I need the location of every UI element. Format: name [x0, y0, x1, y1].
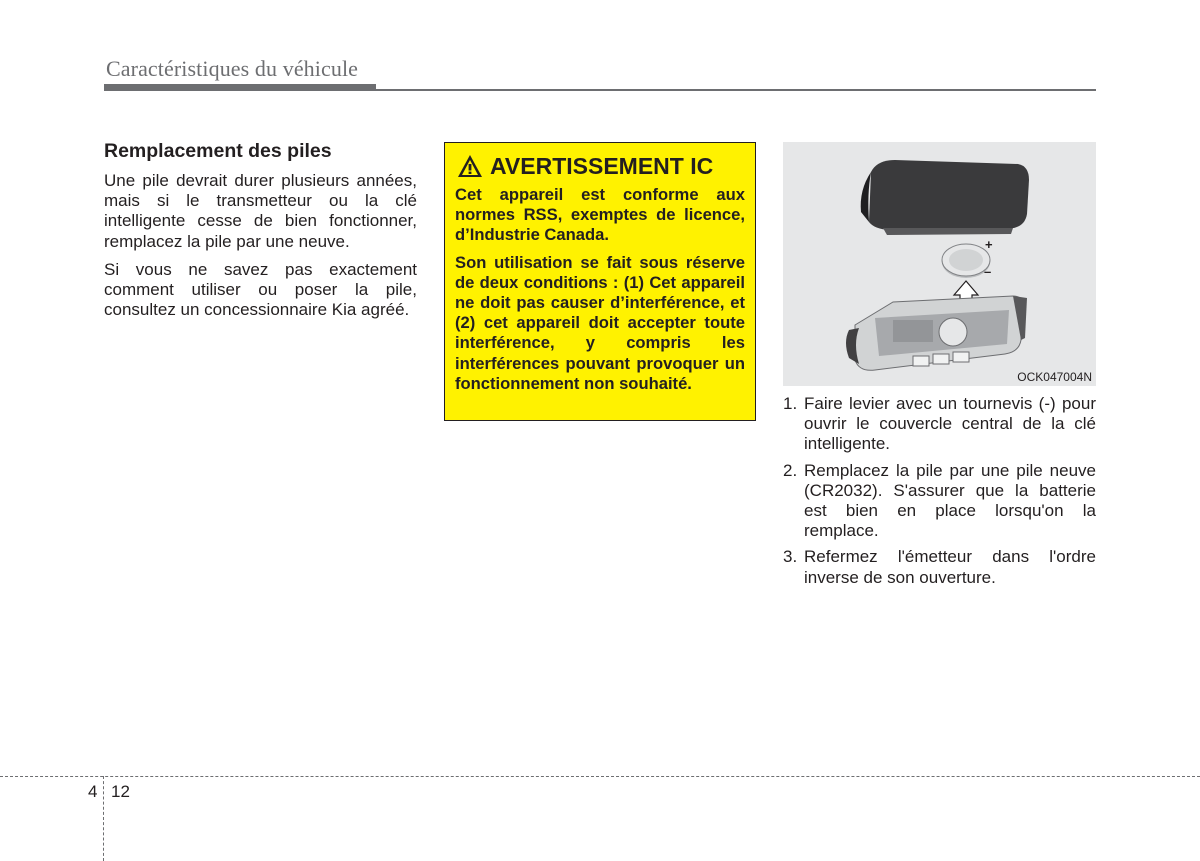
battery-plus-label: +	[985, 237, 993, 252]
footer-vertical-rule	[103, 776, 104, 861]
page-number: 12	[111, 782, 130, 801]
chapter-number: 4	[88, 782, 98, 801]
warning-title-text: AVERTISSEMENT IC	[490, 153, 714, 179]
warning-title	[457, 153, 745, 179]
step-number: 1.	[783, 394, 798, 413]
list-item	[783, 461, 1096, 542]
right-column	[783, 394, 1096, 594]
warning-paragraph: Cet appareil est conforme aux normes RSS, exemptes de licence, d’Industrie Canada.	[455, 185, 745, 245]
warning-paragraph: Son utilisation se fait sous réserve de deux conditions : (1) Cet appareil ne doit pas causer d’interférence, et (2) cet appareil doit accepter toute interférence, y compris les interférences pouvant provoquer un fonctionnement non souhaité.	[455, 252, 745, 393]
smart-key-drawing	[783, 142, 1096, 386]
header-rule-thick	[104, 84, 376, 91]
step-text: Refermez l'émetteur dans l'ordre inverse de son ouverture.	[804, 547, 1096, 587]
paragraph: Une pile devrait durer plusieurs années, mais si le transmetteur ou la clé intelligente cesse de bien fonctionner, remplacez la pile par une neuve.	[104, 171, 417, 251]
warning-box	[444, 142, 756, 421]
warning-triangle-icon	[457, 154, 483, 178]
paragraph: Si vous ne savez pas exactement comment utiliser ou poser la pile, consultez un concessionnaire Kia agréé.	[104, 259, 417, 320]
smart-key-battery-illustration	[783, 142, 1096, 386]
list-item	[783, 394, 1096, 455]
step-text: Faire levier avec un tournevis (-) pour ouvrir le couvercle central de la clé intelligente.	[804, 394, 1096, 454]
header-rule-thin	[376, 89, 1096, 91]
footer-rule	[0, 776, 1200, 777]
battery-minus-label: –	[984, 264, 992, 279]
steps-list	[783, 394, 1096, 588]
step-number: 3.	[783, 547, 798, 567]
page-header-title: Caractéristiques du véhicule	[106, 56, 359, 81]
step-text: Remplacez la pile par une pile neuve (CR2032). S'assurer que la batterie est bien en place lorsqu'on la remplace.	[804, 460, 1096, 541]
left-column	[104, 139, 417, 328]
section-heading: Remplacement des piles	[104, 140, 332, 162]
list-item	[783, 547, 1096, 587]
step-number: 2.	[783, 460, 798, 480]
figure-code: OCK047004N	[1017, 370, 1092, 384]
